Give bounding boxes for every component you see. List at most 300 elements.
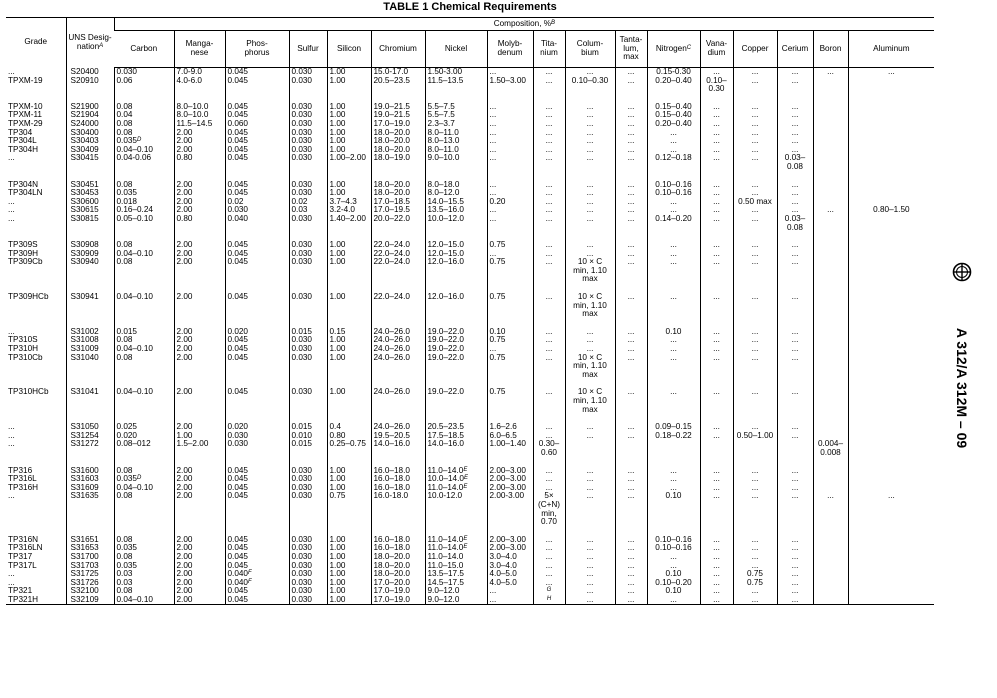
tantalum-cell: ...	[615, 154, 647, 171]
tantalum-cell: ...	[615, 458, 647, 476]
silicon-cell: 1.00	[327, 596, 371, 605]
nickel-cell: $10.0-14.0^E$	[425, 475, 487, 484]
molybdenum-cell: 2.00–3.00	[487, 484, 533, 493]
cerium-cell: ...	[777, 206, 813, 215]
footnote-mark: E	[463, 466, 468, 473]
copper-cell: ...	[733, 154, 777, 171]
chromium-cell: 15.0-17.0	[371, 68, 425, 77]
nitrogen-cell: ...	[647, 484, 700, 493]
silicon-cell: 1.00	[327, 544, 371, 553]
tantalum-cell: ...	[615, 579, 647, 588]
manganese-cell: 8.0–10.0	[174, 111, 225, 120]
columbium-cell: 0.10–0.30	[565, 77, 615, 94]
footnote-mark: F	[248, 578, 252, 585]
uns-cell: S30403	[66, 137, 114, 146]
astm-logo-icon	[952, 262, 972, 282]
cerium-cell: ...	[777, 458, 813, 476]
columbium-cell: ...	[565, 527, 615, 545]
chromium-cell: 22.0–24.0	[371, 250, 425, 259]
carbon-cell: 0.08	[114, 129, 174, 138]
cerium-cell	[777, 440, 813, 457]
nickel-cell: 9.0–12.0	[425, 587, 487, 596]
uns-cell: S31603	[66, 475, 114, 484]
nitrogen-cell: 0.18–0.22	[647, 432, 700, 441]
cerium-cell: 0.03– 0.08	[777, 215, 813, 232]
chromium-cell: 16.0–18.0	[371, 458, 425, 476]
boron-cell: 0.004– 0.008	[813, 440, 848, 457]
molybdenum-cell: 3.0–4.0	[487, 553, 533, 562]
grade-cell: ...	[8, 569, 15, 579]
uns-cell: S31002	[66, 319, 114, 337]
phosphorus-cell: 0.020	[225, 319, 289, 337]
phosphorus-cell: 0.045	[225, 77, 289, 94]
columbium-cell: ...	[565, 570, 615, 579]
tantalum-cell	[615, 440, 647, 457]
carbon-cell: 0.08	[114, 258, 174, 284]
manganese-cell: 2.00	[174, 484, 225, 493]
columbium-cell: ...	[565, 189, 615, 198]
sulfur-cell: 0.030	[289, 120, 327, 129]
grade-cell: ...	[8, 196, 15, 206]
vanadium-cell: ...	[700, 68, 733, 77]
phosphorus-cell: 0.045	[225, 258, 289, 284]
nickel-cell: 11.0–15.0	[425, 562, 487, 571]
silicon-cell: 1.00	[327, 354, 371, 380]
manganese-cell: 2.00	[174, 258, 225, 284]
manganese-cell: 2.00	[174, 206, 225, 215]
manganese-cell: 2.00	[174, 579, 225, 588]
grade-cell: ...	[8, 205, 15, 215]
molybdenum-cell: 0.10	[487, 319, 533, 337]
vanadium-cell: ...	[700, 570, 733, 579]
nickel-header: Nickel	[425, 31, 487, 68]
sulfur-cell: 0.03	[289, 206, 327, 215]
boron-cell	[813, 345, 848, 354]
vanadium-cell: ...	[700, 198, 733, 207]
boron-cell	[813, 596, 848, 605]
aluminum-cell	[848, 120, 934, 129]
chromium-cell: 16.0–18.0	[371, 544, 425, 553]
nickel-cell: 19.0–22.0	[425, 379, 487, 414]
grade-cell: TPXM-11	[8, 110, 42, 120]
vanadium-cell: ...	[700, 345, 733, 354]
boron-cell	[813, 336, 848, 345]
copper-cell: ...	[733, 232, 777, 250]
vanadium-cell: ...	[700, 579, 733, 588]
columbium-cell: ...	[565, 587, 615, 596]
tantalum-cell: ...	[615, 432, 647, 441]
chromium-cell: 18.0–19.0	[371, 154, 425, 171]
titanium-cell: ...	[533, 154, 565, 171]
cerium-cell: ...	[777, 258, 813, 284]
titanium-cell: ...	[533, 146, 565, 155]
aluminum-cell: ...	[848, 68, 934, 77]
grade-cell: TP304H	[8, 144, 39, 154]
cerium-cell: ...	[777, 284, 813, 319]
chromium-cell: 17.0–19.5	[371, 206, 425, 215]
cerium-cell: ...	[777, 492, 813, 526]
titanium-cell: ...	[533, 414, 565, 432]
uns-cell: S31272	[66, 440, 114, 457]
silicon-cell: 1.00	[327, 379, 371, 414]
titanium-cell: ...	[533, 172, 565, 190]
titanium-cell: ...	[533, 215, 565, 232]
phosphorus-cell: 0.045	[225, 137, 289, 146]
uns-cell: S30940	[66, 258, 114, 284]
boron-cell	[813, 146, 848, 155]
molybdenum-cell: 2.00–3.00	[487, 527, 533, 545]
vanadium-cell: ...	[700, 111, 733, 120]
nitrogen-header: Nitrogen$^C$	[647, 31, 700, 68]
uns-cell: S30909	[66, 250, 114, 259]
chromium-cell: 18.0–20.0	[371, 137, 425, 146]
sulfur-cell: 0.030	[289, 250, 327, 259]
cerium-cell: ...	[777, 68, 813, 77]
manganese-cell: 2.00	[174, 250, 225, 259]
nitrogen-cell: 0.20–0.40	[647, 77, 700, 94]
manganese-cell: 2.00	[174, 284, 225, 319]
nickel-cell: 11.0–14.0	[425, 553, 487, 562]
nitrogen-cell: 0.10–0.16	[647, 527, 700, 545]
chromium-cell: 17.0–20.0	[371, 579, 425, 588]
table-row	[6, 596, 934, 605]
manganese-cell: 2.00	[174, 492, 225, 526]
cerium-cell: ...	[777, 232, 813, 250]
phosphorus-cell: 0.045	[225, 596, 289, 605]
table-row	[6, 172, 934, 190]
grade-cell: TP304LN	[8, 188, 43, 198]
uns-cell: S20400	[66, 68, 114, 77]
vanadium-cell: ...	[700, 596, 733, 605]
nitrogen-cell: ...	[647, 562, 700, 571]
phosphorus-cell: 0.030	[225, 206, 289, 215]
vanadium-cell: ...	[700, 284, 733, 319]
silicon-cell: 3.2-4.0	[327, 206, 371, 215]
molybdenum-cell: 1.6–2.6	[487, 414, 533, 432]
columbium-cell: ...	[565, 94, 615, 112]
vanadium-cell: ...	[700, 414, 733, 432]
titanium-cell: ...	[533, 129, 565, 138]
manganese-cell: 2.00	[174, 475, 225, 484]
manganese-cell: 2.00	[174, 527, 225, 545]
nitrogen-cell: 0.20–0.40	[647, 120, 700, 129]
sulfur-cell: 0.030	[289, 354, 327, 380]
chromium-header: Chromium	[371, 31, 425, 68]
cerium-cell: ...	[777, 250, 813, 259]
titanium-cell: 0.30– 0.60	[533, 440, 565, 457]
aluminum-cell	[848, 94, 934, 112]
aluminum-cell	[848, 579, 934, 588]
boron-cell	[813, 562, 848, 571]
silicon-cell: 1.00	[327, 68, 371, 77]
uns-cell: S20910	[66, 77, 114, 94]
copper-cell: ...	[733, 414, 777, 432]
columbium-cell: ...	[565, 137, 615, 146]
boron-cell	[813, 587, 848, 596]
carbon-cell: 0.16–0.24	[114, 206, 174, 215]
molybdenum-cell: 0.75	[487, 284, 533, 319]
carbon-cell: 0.08	[114, 492, 174, 526]
columbium-cell: ...	[565, 562, 615, 571]
manganese-cell: 1.5–2.00	[174, 440, 225, 457]
cerium-cell: ...	[777, 120, 813, 129]
cerium-cell: ...	[777, 345, 813, 354]
titanium-cell: 5× (C+N) min, 0.70	[533, 492, 565, 526]
grade-cell: TP304L	[8, 136, 37, 146]
cerium-cell: ...	[777, 77, 813, 94]
carbon-cell: $0.035^D$	[114, 137, 174, 146]
vanadium-cell: ...	[700, 94, 733, 112]
boron-cell	[813, 379, 848, 414]
sulfur-cell: 0.030	[289, 68, 327, 77]
sulfur-cell: 0.030	[289, 215, 327, 232]
molybdenum-cell: ...	[487, 345, 533, 354]
titanium-cell: ...	[533, 284, 565, 319]
nickel-cell: $11.0-14.0^E$	[425, 484, 487, 493]
silicon-header: Silicon	[327, 31, 371, 68]
columbium-cell: ...	[565, 544, 615, 553]
phosphorus-cell: 0.045	[225, 492, 289, 526]
nickel-cell: 17.5–18.5	[425, 432, 487, 441]
nitrogen-cell: ...	[647, 198, 700, 207]
titanium-cell: ...	[533, 553, 565, 562]
silicon-cell: 0.80	[327, 432, 371, 441]
chromium-cell: 18.0–20.0	[371, 146, 425, 155]
silicon-cell: 1.00	[327, 284, 371, 319]
footnote-mark: D	[137, 137, 142, 144]
manganese-cell: 2.00	[174, 458, 225, 476]
vanadium-cell: ...	[700, 206, 733, 215]
carbon-cell: 0.04–0.10	[114, 379, 174, 414]
cerium-cell: ...	[777, 475, 813, 484]
designation-sidebar	[952, 262, 974, 472]
phosphorus-cell: 0.045	[225, 527, 289, 545]
molybdenum-cell: 4.0–5.0	[487, 570, 533, 579]
carbon-cell: 0.08	[114, 232, 174, 250]
nickel-cell: 13.5–16.0	[425, 206, 487, 215]
titanium-cell: ...	[533, 120, 565, 129]
tantalum-cell: ...	[615, 77, 647, 94]
columbium-cell: ...	[565, 232, 615, 250]
molybdenum-cell: 4.0–5.0	[487, 579, 533, 588]
phosphorus-cell: 0.045	[225, 146, 289, 155]
uns-cell: S31653	[66, 544, 114, 553]
nitrogen-cell: 0.10–0.20	[647, 579, 700, 588]
sulfur-cell: 0.030	[289, 154, 327, 171]
vanadium-cell: ...	[700, 432, 733, 441]
silicon-cell: 1.00	[327, 94, 371, 112]
tantalum-cell: ...	[615, 345, 647, 354]
silicon-cell: 1.00	[327, 553, 371, 562]
boron-cell	[813, 414, 848, 432]
grade-cell: TP316N	[8, 534, 39, 544]
nickel-cell: 1.50-3.00	[425, 68, 487, 77]
titanium-cell: ...	[533, 111, 565, 120]
phosphorus-cell: 0.045	[225, 284, 289, 319]
uns-cell: S30908	[66, 232, 114, 250]
tantalum-cell: ...	[615, 596, 647, 605]
grade-cell: TP317	[8, 551, 33, 561]
aluminum-cell	[848, 432, 934, 441]
uns-cell: S31703	[66, 562, 114, 571]
tantalum-cell: ...	[615, 484, 647, 493]
copper-cell: ...	[733, 345, 777, 354]
carbon-cell: 0.05–0.10	[114, 215, 174, 232]
cerium-cell: ...	[777, 527, 813, 545]
table-row	[6, 379, 934, 414]
carbon-cell: $0.035^D$	[114, 475, 174, 484]
nickel-cell: 14.0–15.5	[425, 198, 487, 207]
vanadium-cell: ...	[700, 492, 733, 526]
cerium-cell: ...	[777, 484, 813, 493]
tantalum-cell: ...	[615, 414, 647, 432]
uns-cell: S31635	[66, 492, 114, 526]
manganese-cell: 0.80	[174, 215, 225, 232]
molybdenum-cell: ...	[487, 111, 533, 120]
copper-cell: ...	[733, 111, 777, 120]
aluminum-cell	[848, 77, 934, 94]
cerium-cell: ...	[777, 94, 813, 112]
nickel-cell: 12.0–16.0	[425, 258, 487, 284]
uns-cell: S31609	[66, 484, 114, 493]
carbon-cell: 0.018	[114, 198, 174, 207]
cerium-cell: ...	[777, 570, 813, 579]
grade-cell: TPXM-19	[8, 75, 43, 85]
copper-cell: ...	[733, 94, 777, 112]
copper-cell: ...	[733, 379, 777, 414]
chromium-cell: 20.5–23.5	[371, 77, 425, 94]
vanadium-cell: ...	[700, 120, 733, 129]
columbium-cell: ...	[565, 553, 615, 562]
sulfur-cell: 0.030	[289, 258, 327, 284]
vanadium-cell: ...	[700, 354, 733, 380]
grade-cell: TP316LN	[8, 543, 43, 553]
tantalum-cell: ...	[615, 544, 647, 553]
silicon-cell: 0.75	[327, 492, 371, 526]
sulfur-cell: 0.015	[289, 440, 327, 457]
molybdenum-cell: 0.75	[487, 354, 533, 380]
nitrogen-cell: 0.14–0.20	[647, 215, 700, 232]
sulfur-cell: 0.030	[289, 587, 327, 596]
silicon-cell: 1.00	[327, 77, 371, 94]
carbon-cell: 0.08	[114, 354, 174, 380]
chromium-cell: 16.0–18.0	[371, 475, 425, 484]
boron-cell	[813, 232, 848, 250]
copper-cell: ...	[733, 587, 777, 596]
grade-cell: TP317L	[8, 560, 37, 570]
copper-cell: ...	[733, 189, 777, 198]
columbium-header: Colum- bium	[565, 31, 615, 68]
carbon-cell: 0.04–0.10	[114, 284, 174, 319]
grade-cell: TPXM-10	[8, 101, 43, 111]
titanium-header: Tita- nium	[533, 31, 565, 68]
nitrogen-cell: ...	[647, 475, 700, 484]
grade-cell: TP310HCb	[8, 387, 49, 397]
columbium-cell: ...	[565, 146, 615, 155]
silicon-cell: 1.00	[327, 458, 371, 476]
nitrogen-cell: 0.10–0.16	[647, 172, 700, 190]
molybdenum-cell: 0.75	[487, 336, 533, 345]
uns-cell: S31040	[66, 354, 114, 380]
grade-header: Grade	[6, 18, 66, 68]
vanadium-cell: ...	[700, 379, 733, 414]
phosphorus-cell: 0.045	[225, 544, 289, 553]
copper-cell: ...	[733, 458, 777, 476]
aluminum-cell	[848, 345, 934, 354]
molybdenum-cell: ...	[487, 68, 533, 77]
boron-cell	[813, 284, 848, 319]
phosphorus-cell: 0.045	[225, 94, 289, 112]
silicon-cell: 1.00	[327, 258, 371, 284]
manganese-cell: 4.0-6.0	[174, 77, 225, 94]
chromium-cell: 18.0–20.0	[371, 553, 425, 562]
nitrogen-cell: 0.10–0.16	[647, 189, 700, 198]
sulfur-cell: 0.015	[289, 414, 327, 432]
silicon-cell: 0.15	[327, 319, 371, 337]
columbium-cell: ...	[565, 120, 615, 129]
grade-cell: ...	[8, 422, 15, 432]
tantalum-cell: ...	[615, 492, 647, 526]
uns-cell: S31725	[66, 570, 114, 579]
nickel-cell: 19.0–22.0	[425, 319, 487, 337]
manganese-cell: 2.00	[174, 570, 225, 579]
molybdenum-cell: ...	[487, 215, 533, 232]
phosphorus-header: Phos- phorus	[225, 31, 289, 68]
silicon-cell: 1.00	[327, 129, 371, 138]
table-row	[6, 232, 934, 250]
molybdenum-cell: ...	[487, 172, 533, 190]
aluminum-cell	[848, 440, 934, 457]
nitrogen-cell: 0.10	[647, 570, 700, 579]
cerium-cell: ...	[777, 553, 813, 562]
silicon-cell: 1.00	[327, 579, 371, 588]
footnote-mark: G	[546, 587, 552, 594]
table-row	[6, 492, 934, 526]
uns-cell: S31009	[66, 345, 114, 354]
cerium-cell: ...	[777, 172, 813, 190]
carbon-cell: 0.08	[114, 336, 174, 345]
boron-cell	[813, 458, 848, 476]
cerium-cell: ...	[777, 198, 813, 207]
carbon-cell: 0.015	[114, 319, 174, 337]
carbon-cell: 0.04-0.06	[114, 154, 174, 171]
copper-cell: ...	[733, 596, 777, 605]
boron-cell	[813, 94, 848, 112]
carbon-cell: 0.03	[114, 570, 174, 579]
molybdenum-cell: 0.75	[487, 258, 533, 284]
boron-cell	[813, 475, 848, 484]
grade-cell: TP304N	[8, 179, 39, 189]
copper-cell: ...	[733, 284, 777, 319]
molybdenum-cell: 0.75	[487, 379, 533, 414]
copper-cell: ...	[733, 527, 777, 545]
aluminum-cell	[848, 146, 934, 155]
uns-cell: S30815	[66, 215, 114, 232]
manganese-cell: 11.5–14.5	[174, 120, 225, 129]
tantalum-cell: ...	[615, 206, 647, 215]
molybdenum-cell: 3.0–4.0	[487, 562, 533, 571]
footnote-mark: E	[463, 483, 468, 490]
aluminum-cell	[848, 587, 934, 596]
tantalum-cell: ...	[615, 146, 647, 155]
phosphorus-cell: 0.060	[225, 120, 289, 129]
tantalum-header: Tanta- lum, max	[615, 31, 647, 68]
manganese-cell: 2.00	[174, 354, 225, 380]
aluminum-cell	[848, 250, 934, 259]
uns-cell: S31600	[66, 458, 114, 476]
manganese-cell: 2.00	[174, 172, 225, 190]
sulfur-cell: 0.030	[289, 579, 327, 588]
